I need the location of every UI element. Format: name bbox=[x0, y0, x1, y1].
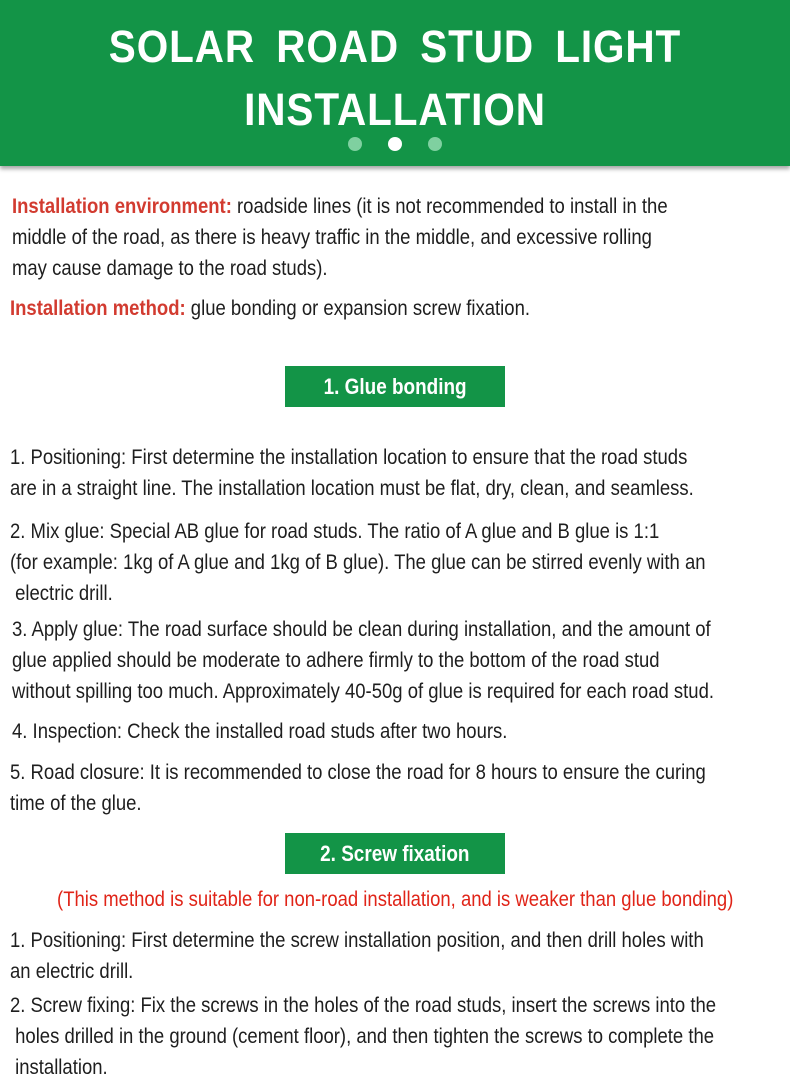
glue-step-3-line-1: 3. Apply glue: The road surface should be clean during installation, and the amount of bbox=[12, 617, 711, 641]
carousel-dot-3[interactable] bbox=[428, 137, 442, 151]
glue-step-2-line-2: (for example: 1kg of A glue and 1kg of B glue). The glue can be stirred evenly with an bbox=[10, 550, 706, 574]
section-tag-label: 1. Glue bonding bbox=[323, 373, 467, 399]
glue-step-1-line-1: 1. Positioning: First determine the installation location to ensure that the road studs bbox=[10, 445, 688, 469]
carousel-dot-1[interactable] bbox=[348, 137, 362, 151]
environment-text: roadside lines (it is not recommended to install in the bbox=[236, 194, 668, 218]
glue-step-3-line-3: without spilling too much. Approximately 40-50g of glue is required for each road stud. bbox=[12, 679, 714, 703]
header-banner bbox=[0, 0, 790, 166]
page-title-line-2: INSTALLATION bbox=[244, 84, 546, 135]
screw-step-2-line-3: installation. bbox=[10, 1055, 108, 1079]
screw-step-2-line-2: holes drilled in the ground (cement floor), and then tighten the screws to complete the bbox=[10, 1024, 715, 1048]
glue-step-4-line-1: 4. Inspection: Check the installed road studs after two hours. bbox=[12, 719, 508, 743]
method-text: glue bonding or expansion screw fixation. bbox=[190, 296, 531, 320]
page-title-line-1: SOLAR ROAD STUD LIGHT bbox=[108, 21, 682, 72]
carousel-dots bbox=[0, 137, 790, 151]
environment-paragraph-line-1 bbox=[12, 191, 668, 222]
glue-step-1-line-2: are in a straight line. The installation location must be flat, dry, clean, and seamless. bbox=[10, 476, 694, 500]
glue-step-5-line-2: time of the glue. bbox=[10, 791, 142, 815]
environment-label: Installation environment: bbox=[12, 194, 232, 218]
glue-step-2-line-3: electric drill. bbox=[10, 581, 113, 605]
section-tag-glue-bonding bbox=[285, 366, 505, 407]
glue-step-3-line-2: glue applied should be moderate to adhere firmly to the bottom of the road stud bbox=[12, 648, 660, 672]
method-label: Installation method: bbox=[10, 296, 186, 320]
environment-paragraph-line-2: middle of the road, as there is heavy traffic in the middle, and excessive rolling bbox=[12, 225, 652, 249]
screw-step-1-line-2: an electric drill. bbox=[10, 959, 134, 983]
carousel-dot-2-active[interactable] bbox=[388, 137, 402, 151]
glue-step-2-line-1: 2. Mix glue: Special AB glue for road studs. The ratio of A glue and B glue is 1:1 bbox=[10, 519, 660, 543]
environment-paragraph-line-3: may cause damage to the road studs). bbox=[12, 256, 328, 280]
glue-step-5-line-1: 5. Road closure: It is recommended to close the road for 8 hours to ensure the curing bbox=[10, 760, 706, 784]
screw-step-2-line-1: 2. Screw fixing: Fix the screws in the holes of the road studs, insert the screws into the bbox=[10, 993, 717, 1017]
section-tag-label: 2. Screw fixation bbox=[320, 840, 470, 866]
screw-method-note-text: (This method is suitable for non-road installation, and is weaker than glue bonding) bbox=[56, 887, 734, 911]
section-tag-screw-fixation bbox=[285, 833, 505, 874]
screw-method-note bbox=[0, 884, 790, 915]
screw-step-1-line-1: 1. Positioning: First determine the screw installation position, and then drill holes with bbox=[10, 928, 704, 952]
method-paragraph bbox=[10, 293, 530, 324]
